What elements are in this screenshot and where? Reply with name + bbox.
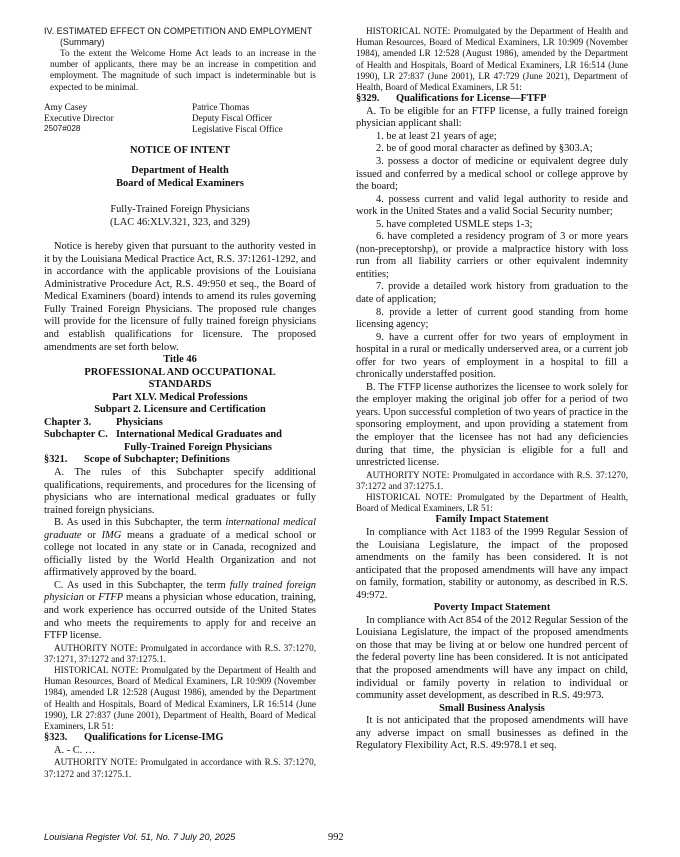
small-business-heading: Small Business Analysis	[439, 702, 545, 714]
section-iv-subtitle: (Summary)	[60, 37, 105, 47]
page-footer	[44, 832, 636, 842]
title-number: Title 46	[163, 354, 197, 366]
signature-left	[44, 102, 168, 136]
right-column	[356, 26, 628, 753]
signer-name: Patrice Thomas	[192, 101, 250, 112]
list-item: 4. possess current and valid legal authority to reside and work in the United States and a valid Social Security number;	[356, 193, 628, 218]
subpart-heading: Subpart 2. Licensure and Certification	[94, 404, 266, 416]
signer-title: Deputy Fiscal Officer	[192, 113, 272, 124]
chapter-heading: Chapter 3. Physicians	[44, 416, 163, 428]
poverty-impact-body: In compliance with Act 854 of the 2012 Regular Session of the Louisiana Legislature, the impact of the proposed amendments on those that may be living at or below one hundred percent of the federal poverty line has been considered. It is not anticipated that the proposed amendments will have any impact on child, individual or family poverty in relation to individual or community asset development, as described in R.S. 49:973.	[356, 614, 628, 702]
list-item: 3. possess a doctor of medicine or equivalent degree duly issued and conferred by a medical school or college approve by the board;	[356, 155, 628, 193]
list-item: 8. provide a letter of current good standing from home licensing agency;	[356, 306, 628, 331]
authority-note: AUTHORITY NOTE: Promulgated in accordance with R.S. 37:1270, 37:1272 and 37:1275.1.	[356, 469, 628, 491]
rule-title: Fully-Trained Foreign Physicians	[110, 204, 250, 216]
authority-note: AUTHORITY NOTE: Promulgated in accordance with R.S. 37:1270, 37:1271, 37:1272 and 37:1275.1.	[44, 642, 316, 664]
signer-name: Amy Casey	[44, 101, 88, 112]
paragraph-a: A. To be eligible for an FTFP license, a fully trained foreign physician applicant shall:	[356, 105, 628, 130]
section-321-heading: §321. Scope of Subchapter; Definitions	[44, 454, 230, 466]
notice-body: Notice is hereby given that pursuant to the authority vested in it by the Louisiana Medical Practice Act, R.S. 37:1261-1292, and in accordance with the applicable provisions of the Louisiana Administrative Procedure Act, R.S. 49:950 et seq., the Board of Medical Examiners (board) intends to amend its rules governing Fully Trained Foreign Physicians. The proposed rule changes will provide for the licensure of fully trained foreign physicians and establish qualifications for licensure. The proposed amendments are set forth below.	[44, 241, 316, 353]
paragraph-a: A. The rules of this Subchapter specify additional qualifications, requirements, and procedures for the licensing of physicians who are international medical graduates or fully trained foreign physicians.	[44, 467, 316, 516]
small-business-body: It is not anticipated that the proposed amendments will have any adverse impact on small businesses as defined in the Regulatory Flexibility Act, R.S. 49:978.1 et seq.	[356, 715, 628, 752]
department-name: Department of Health	[131, 164, 229, 176]
authority-note: AUTHORITY NOTE: Promulgated in accordance with R.S. 37:1270, 37:1272 and 37:1275.1.	[44, 757, 316, 779]
signer-office: Legislative Fiscal Office	[192, 124, 283, 135]
part-heading: Part XLV. Medical Professions	[112, 391, 248, 403]
subchapter-heading-line2: Fully-Trained Foreign Physicians	[124, 441, 272, 453]
section-iv-title: IV. ESTIMATED EFFECT ON COMPETITION AND EMPLOYMENT	[44, 26, 313, 36]
board-name: Board of Medical Examiners	[116, 177, 244, 189]
section-iv-body: To the extent the Welcome Home Act leads to an increase in the number of applicants, there may be an increase in competition and employment. The magnitude of such impact is indeterminable but is expected to be minimal.	[50, 48, 316, 92]
signature-right	[168, 102, 316, 136]
historical-note: HISTORICAL NOTE: Promulgated by the Department of Health and Human Resources, Board of Medical Examiners, LR 10:909 (November 1984), amended LR 12:528 (August 1986), amended by the Department of Health and Hospitals, Board of Medical Examiners, LR 16:514 (June 1990), LR 27:837 (June 2001), LR 47:729 (June 2021), Department of Health, Board of Medical Examiners, LR 51:	[356, 26, 628, 93]
historical-note: HISTORICAL NOTE: Promulgated by the Department of Health, Board of Medical Examiners, LR 51:	[356, 492, 628, 514]
document-code: 2507#028	[44, 124, 81, 134]
section-323-body: A. - C. …	[54, 744, 96, 756]
poverty-impact-heading: Poverty Impact Statement	[433, 602, 551, 614]
historical-note: HISTORICAL NOTE: Promulgated by the Department of Health and Human Resources, Board of Medical Examiners, LR 10:909 (November 1984), amended LR 12:528 (August 1986), amended by the Department of Health and Hospitals, Board of Medical Examiners, LR 16:514 (June 1990), LR 27:837 (June 2001), Department of Health, Board of Medical Examiners, LR 51:	[44, 665, 316, 732]
signature-block	[44, 102, 316, 136]
list-item: 9. have a current offer for two years of employment in hospital in a rural or medically underserved area, or a current job offer for two years of employment in a hospital to fill a chronically understaffed position.	[356, 331, 628, 381]
paragraph-b: B. The FTFP license authorizes the licensee to work solely for the employer making the original job offer for a period of two years. Upon successful completion of two years of practice in the sponsoring employment, and upon providing a statement from the employer that the licensee has not had any deficiencies during that time, the physician is eligible for a full and unrestricted license.	[356, 381, 628, 469]
list-item: 5. have completed USMLE steps 1-3;	[376, 218, 533, 230]
subchapter-heading: Subchapter C. International Medical Graduates and	[44, 429, 282, 441]
list-item: 7. provide a detailed work history from graduation to the date of application;	[356, 281, 628, 305]
family-impact-heading: Family Impact Statement	[435, 514, 549, 526]
rule-citation: (LAC 46:XLV.321, 323, and 329)	[110, 216, 250, 228]
title-name-line2: STANDARDS	[148, 379, 212, 391]
list-item: 1. be at least 21 years of age;	[376, 130, 497, 142]
page-number: 992	[328, 832, 344, 843]
title-name-line1: PROFESSIONAL AND OCCUPATIONAL	[84, 366, 276, 378]
publication-info: Louisiana Register Vol. 51, No. 7 July 20, 2025	[44, 832, 236, 842]
section-323-heading: §323. Qualifications for License-IMG	[44, 732, 224, 744]
left-column	[44, 26, 316, 780]
notice-title: NOTICE OF INTENT	[129, 145, 231, 157]
family-impact-body: In compliance with Act 1183 of the 1999 Regular Session of the Louisiana Legislature, the impact of the proposed amendments on the family has been considered. It is not anticipated that the proposed amendments will have any impact on family, formation, stability or autonomy, as described in R.S. 49:972.	[356, 526, 628, 601]
list-item: 2. be of good moral character as defined by §303.A;	[376, 143, 593, 155]
list-item: 6. have completed a residency program of 3 or more years (non-preceptorshp), or provide a malpractice history with loss run from all liability carriers or other equivalent indemnity entities;	[356, 231, 628, 280]
paragraph-c: C. As used in this Subchapter, the term fully trained foreign physician or FTFP means a physician whose education, training, and work experience has occurred outside of the United States and who meets the requirements to apply for and receive an FTFP license.	[44, 579, 316, 642]
paragraph-b: B. As used in this Subchapter, the term international medical graduate or IMG means a graduate of a medical school or college not located in any state or in Canada, recognized and officially listed by the World Health Organization and not affirmatively approved by the board.	[44, 517, 316, 579]
section-329-heading: §329. Qualifications for License—FTFP	[356, 93, 547, 105]
signer-title: Executive Director	[44, 113, 114, 124]
